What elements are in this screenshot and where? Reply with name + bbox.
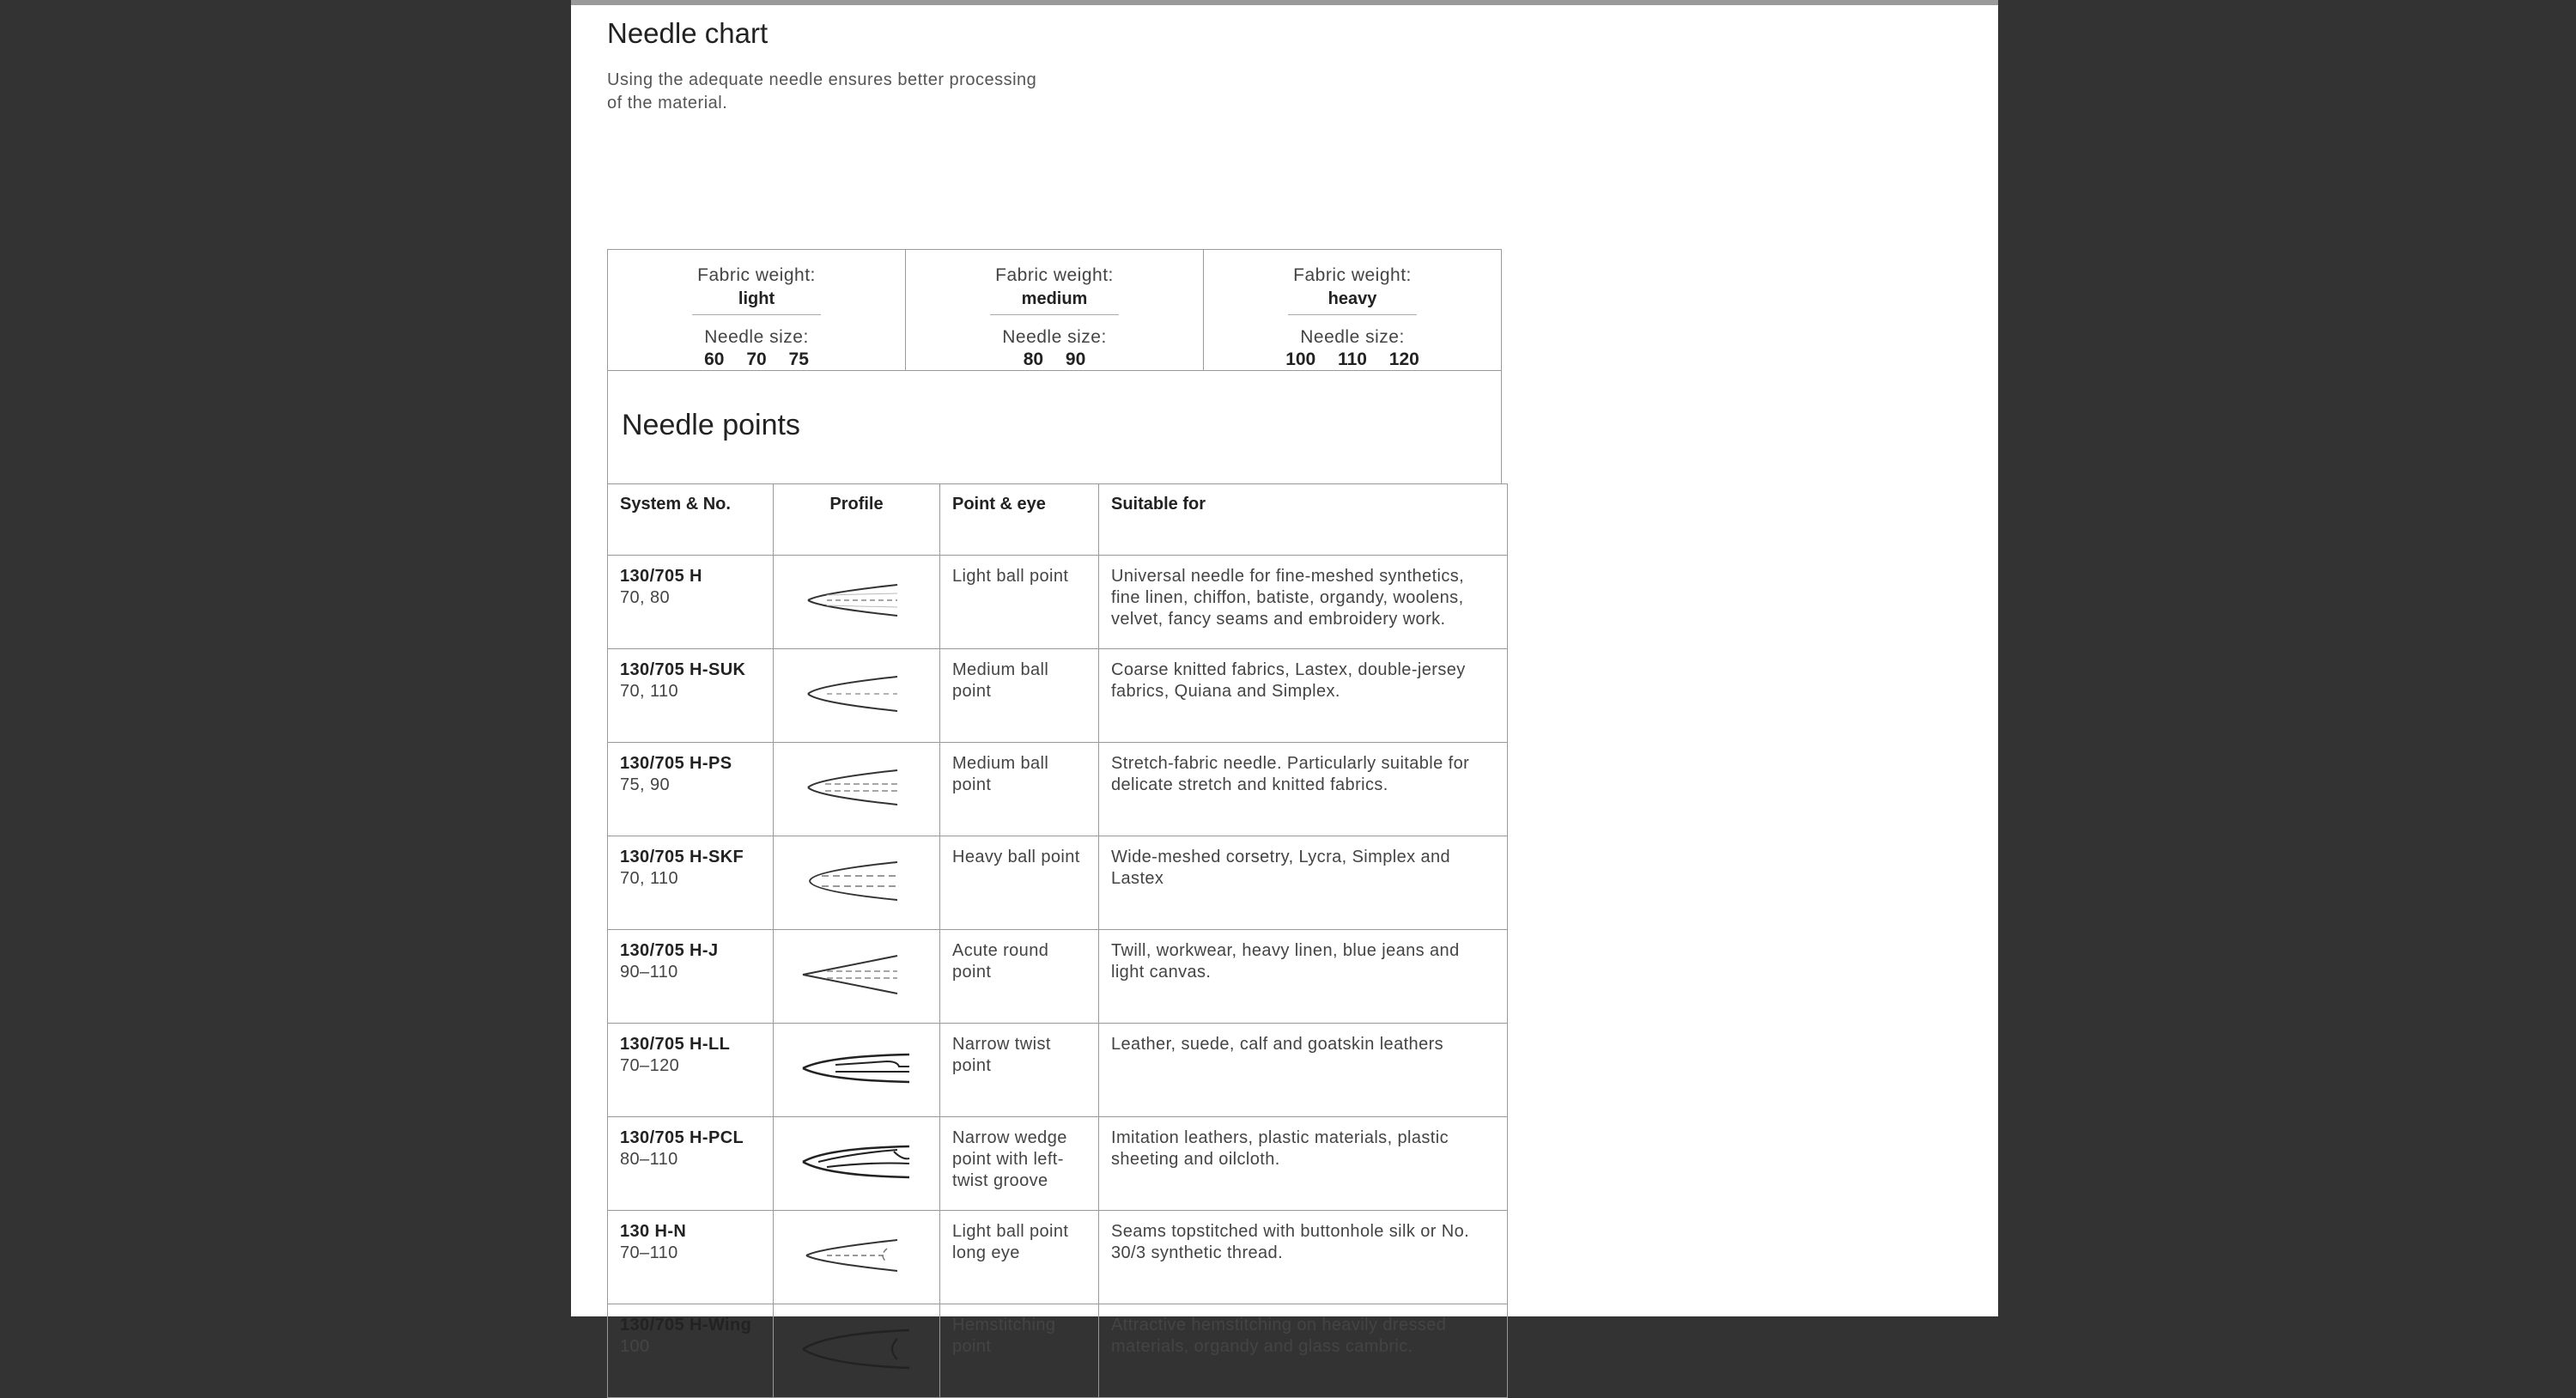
system-cell — [608, 836, 774, 930]
table-row — [608, 1024, 1508, 1117]
profile-cell — [774, 743, 940, 836]
fabric-weight-light — [608, 250, 906, 370]
system-sizes: 70, 110 — [620, 869, 679, 888]
needle-size-values: 80 90 — [1023, 350, 1086, 369]
needle-profile-icon — [801, 949, 913, 1000]
table-row — [608, 743, 1508, 836]
fabric-weight-value: light — [692, 286, 821, 315]
needle-points-header — [607, 371, 1502, 484]
system-name: 130/705 H-LL — [620, 1035, 731, 1054]
needle-profile-icon — [801, 574, 913, 626]
suitable-for-cell: Coarse knitted fabrics, Lastex, double-jersey fabrics, Quiana and Simplex. — [1099, 649, 1508, 743]
point-eye-cell: Medium ball point — [940, 649, 1099, 743]
suitable-for-cell: Seams topstitched with buttonhole silk or No. 30/3 synthetic thread. — [1099, 1211, 1508, 1304]
suitable-for-cell: Twill, workwear, heavy linen, blue jeans and light canvas. — [1099, 930, 1508, 1024]
table-row — [608, 649, 1508, 743]
table-row — [608, 1117, 1508, 1211]
system-sizes: 70–110 — [620, 1243, 678, 1262]
needle-profile-icon — [801, 1323, 913, 1375]
suitable-for-cell: Universal needle for fine-meshed synthetics, fine linen, chiffon, batiste, organdy, woolens, velvet, fancy seams and embroidery work. — [1099, 556, 1508, 649]
point-eye-cell: Heavy ball point — [940, 836, 1099, 930]
suitable-for-cell: Wide-meshed corsetry, Lycra, Simplex and Lastex — [1099, 836, 1508, 930]
profile-cell — [774, 1117, 940, 1211]
table-row — [608, 1304, 1508, 1398]
page-title: Needle chart — [607, 17, 769, 49]
document-page — [571, 0, 1998, 1356]
system-sizes: 100 — [620, 1337, 650, 1356]
needle-size-values: 60 70 75 — [704, 350, 809, 369]
table-row — [608, 836, 1508, 930]
system-name: 130/705 H-SUK — [620, 660, 746, 679]
point-eye-cell: Acute round point — [940, 930, 1099, 1024]
system-cell — [608, 556, 774, 649]
profile-cell — [774, 930, 940, 1024]
system-name: 130/705 H-PCL — [620, 1128, 744, 1147]
section-title: Needle points — [622, 409, 800, 441]
column-header-profile: Profile — [774, 484, 940, 556]
fabric-weight-medium — [906, 250, 1204, 370]
system-name: 130 H-N — [620, 1222, 687, 1241]
system-name: 130/705 H-PS — [620, 754, 732, 773]
point-eye-cell: Hemstitching point — [940, 1304, 1099, 1398]
suitable-for-cell: Stretch-fabric needle. Particularly suitable for delicate stretch and knitted fabrics. — [1099, 743, 1508, 836]
needle-size-values: 100 110 120 — [1285, 350, 1419, 369]
system-name: 130/705 H-J — [620, 941, 719, 960]
point-eye-cell: Light ball point — [940, 556, 1099, 649]
system-sizes: 70, 110 — [620, 682, 679, 701]
column-header-point: Point & eye — [940, 484, 1099, 556]
table-header-row — [608, 484, 1508, 556]
point-eye-cell: Light ball point long eye — [940, 1211, 1099, 1304]
profile-cell — [774, 1024, 940, 1117]
system-name: 130/705 H — [620, 567, 702, 586]
system-sizes: 80–110 — [620, 1150, 678, 1169]
needle-profile-icon — [801, 855, 913, 907]
profile-cell — [774, 1211, 940, 1304]
fabric-weight-value: heavy — [1288, 286, 1417, 315]
point-eye-cell: Narrow wedge point with left-twist groove — [940, 1117, 1099, 1211]
column-header-suitable: Suitable for — [1099, 484, 1508, 556]
fabric-weight-value: medium — [990, 286, 1119, 315]
system-sizes: 90–110 — [620, 963, 678, 982]
table-row — [608, 1211, 1508, 1304]
needle-profile-icon — [801, 1230, 913, 1281]
system-sizes: 70, 80 — [620, 588, 671, 607]
needle-size-label: Needle size: — [1300, 327, 1405, 347]
needle-profile-icon — [801, 668, 913, 720]
column-header-system: System & No. — [608, 484, 774, 556]
system-cell — [608, 1304, 774, 1398]
system-cell — [608, 743, 774, 836]
profile-cell — [774, 556, 940, 649]
fabric-weight-label: Fabric weight: — [1293, 265, 1412, 285]
system-sizes: 70–120 — [620, 1056, 680, 1075]
profile-cell — [774, 649, 940, 743]
system-cell — [608, 1024, 774, 1117]
table-row — [608, 930, 1508, 1024]
profile-cell — [774, 1304, 940, 1398]
fabric-weight-heavy — [1204, 250, 1501, 370]
system-cell — [608, 649, 774, 743]
system-cell — [608, 1117, 774, 1211]
suitable-for-cell: Leather, suede, calf and goatskin leathers — [1099, 1024, 1508, 1117]
fabric-weight-label: Fabric weight: — [995, 265, 1114, 285]
system-sizes: 75, 90 — [620, 775, 671, 794]
page-subtitle: Using the adequate needle ensures better processing of the material. — [607, 70, 1037, 112]
system-name: 130/705 H-SKF — [620, 848, 744, 866]
needle-profile-icon — [801, 1042, 913, 1094]
needle-size-label: Needle size: — [1002, 327, 1107, 347]
suitable-for-cell: Attractive hemstitching on heavily dressed materials, organdy and glass cambric. — [1099, 1304, 1508, 1398]
system-cell — [608, 930, 774, 1024]
table-row — [608, 556, 1508, 649]
point-eye-cell: Narrow twist point — [940, 1024, 1099, 1117]
point-eye-cell: Medium ball point — [940, 743, 1099, 836]
system-cell — [608, 1211, 774, 1304]
needle-size-label: Needle size: — [704, 327, 809, 347]
fabric-weight-label: Fabric weight: — [697, 265, 816, 285]
system-name: 130/705 H-Wing — [620, 1316, 752, 1334]
profile-cell — [774, 836, 940, 930]
needle-profile-icon — [801, 762, 913, 813]
needle-points-table — [607, 483, 1508, 1398]
suitable-for-cell: Imitation leathers, plastic materials, plastic sheeting and oilcloth. — [1099, 1117, 1508, 1211]
fabric-weight-table — [607, 249, 1502, 371]
needle-profile-icon — [801, 1136, 913, 1188]
